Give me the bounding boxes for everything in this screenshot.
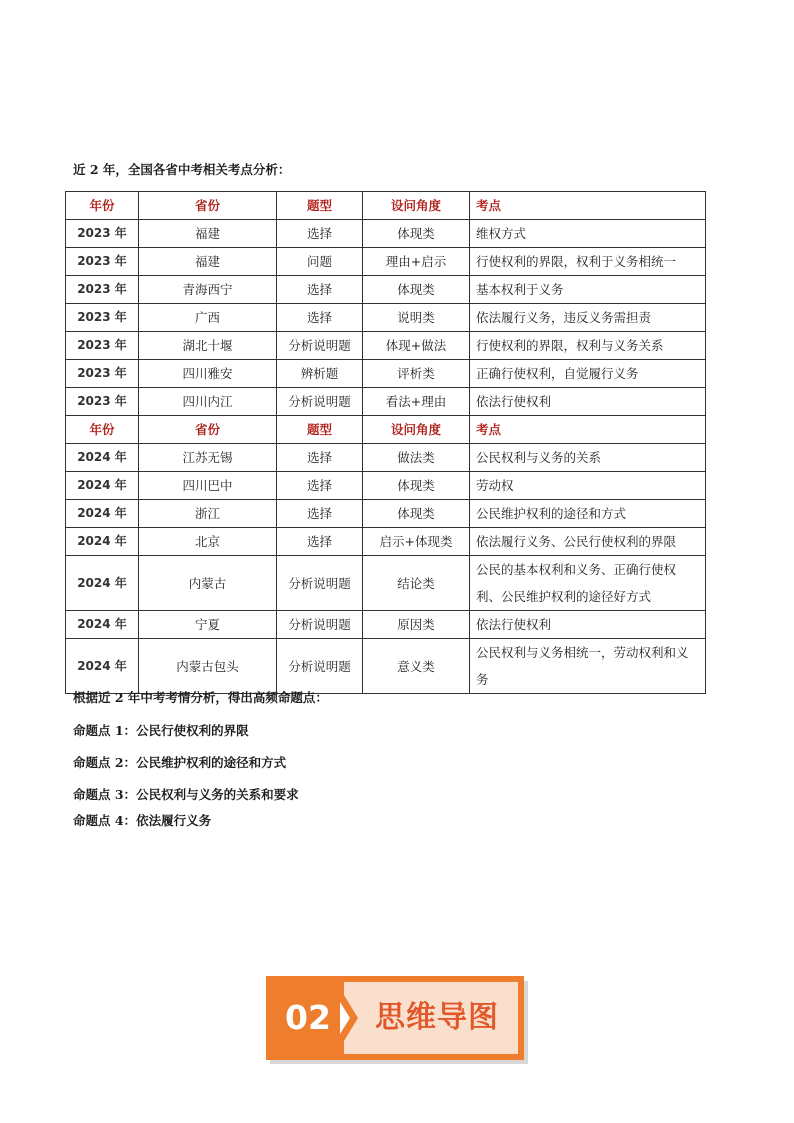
table-row: [66, 472, 706, 500]
table-header-cell: 设问角度: [363, 192, 470, 220]
table-cell: 福建: [139, 248, 277, 276]
chevron-inner-icon: [340, 1002, 350, 1034]
table-cell: 四川内江: [139, 388, 277, 416]
table-cell: 2024 年: [66, 639, 139, 694]
table-cell: 体现类: [363, 220, 470, 248]
table-row: [66, 528, 706, 556]
point-1-label: 命题点 1：: [73, 723, 137, 738]
table-row: [66, 360, 706, 388]
point-2-label: 命题点 2：: [73, 755, 137, 770]
table-cell: 维权方式: [470, 220, 706, 248]
point-2: [73, 753, 286, 771]
table-cell: 公民的基本权利和义务、正确行使权利、公民维护权利的途径好方式: [470, 556, 706, 611]
table-cell: 公民维护权利的途径和方式: [470, 500, 706, 528]
point-1: [73, 721, 249, 739]
table-cell: 问题: [277, 248, 363, 276]
table-cell: 选择: [277, 220, 363, 248]
table-row: [66, 276, 706, 304]
table-cell: 看法+理由: [363, 388, 470, 416]
table-cell: 选择: [277, 304, 363, 332]
table-cell: 辨析题: [277, 360, 363, 388]
table-cell: 做法类: [363, 444, 470, 472]
table-cell: 浙江: [139, 500, 277, 528]
table-cell: 正确行使权利，自觉履行义务: [470, 360, 706, 388]
point-3-text: 公民权利与义务的关系和要求: [136, 787, 299, 802]
banner-title: 思维导图: [375, 1000, 499, 1035]
point-4-text: 依法履行义务: [136, 813, 212, 828]
table-header-row: [66, 416, 706, 444]
table-cell: 基本权利于义务: [470, 276, 706, 304]
table-row: [66, 444, 706, 472]
table-cell: 劳动权: [470, 472, 706, 500]
table-cell: 公民权利与义务的关系: [470, 444, 706, 472]
table-header-cell: 年份: [66, 192, 139, 220]
table-cell: 2024 年: [66, 444, 139, 472]
table-row: [66, 220, 706, 248]
table-cell: 体现类: [363, 500, 470, 528]
table-header-cell: 设问角度: [363, 416, 470, 444]
table-cell: 选择: [277, 276, 363, 304]
point-4-label: 命题点 4：: [73, 813, 137, 828]
table-cell: 分析说明题: [277, 556, 363, 611]
table-header-cell: 考点: [470, 192, 706, 220]
table-cell: 2023 年: [66, 220, 139, 248]
table-cell: 依法履行义务、公民行使权利的界限: [470, 528, 706, 556]
table-cell: 分析说明题: [277, 332, 363, 360]
table-cell: 启示+体现类: [363, 528, 470, 556]
table-cell: 北京: [139, 528, 277, 556]
table-cell: 分析说明题: [277, 611, 363, 639]
table-row: [66, 248, 706, 276]
banner-number: 02: [272, 982, 344, 1054]
table-row: [66, 556, 706, 611]
table-row: [66, 500, 706, 528]
point-1-text: 公民行使权利的界限: [136, 723, 249, 738]
table-header-cell: 省份: [139, 416, 277, 444]
table-cell: 2024 年: [66, 500, 139, 528]
table-cell: 2024 年: [66, 611, 139, 639]
table-row: [66, 304, 706, 332]
table-row: [66, 639, 706, 694]
table-cell: 内蒙古包头: [139, 639, 277, 694]
intro-text: 近 2 年，全国各省中考相关考点分析：: [73, 162, 291, 177]
exam-analysis-table: [65, 191, 706, 694]
table-cell: 公民权利与义务相统一，劳动权利和义务: [470, 639, 706, 694]
table-cell: 青海西宁: [139, 276, 277, 304]
table-cell: 选择: [277, 528, 363, 556]
table-cell: 选择: [277, 500, 363, 528]
table-cell: 2023 年: [66, 360, 139, 388]
table-cell: 2024 年: [66, 472, 139, 500]
table-header-cell: 考点: [470, 416, 706, 444]
table-header-row: [66, 192, 706, 220]
table-cell: 四川雅安: [139, 360, 277, 388]
table-cell: 湖北十堰: [139, 332, 277, 360]
table-cell: 2023 年: [66, 332, 139, 360]
table-cell: 行使权利的界限，权利与义务关系: [470, 332, 706, 360]
point-4: [73, 811, 211, 829]
table-cell: 2023 年: [66, 248, 139, 276]
table-cell: 理由+启示: [363, 248, 470, 276]
table-cell: 依法行使权利: [470, 611, 706, 639]
table-cell: 四川巴中: [139, 472, 277, 500]
table-header-cell: 年份: [66, 416, 139, 444]
table-cell: 体现类: [363, 472, 470, 500]
table-cell: 评析类: [363, 360, 470, 388]
table-cell: 2024 年: [66, 556, 139, 611]
table-cell: 福建: [139, 220, 277, 248]
table-cell: 说明类: [363, 304, 470, 332]
table-cell: 行使权利的界限，权利于义务相统一: [470, 248, 706, 276]
table-cell: 广西: [139, 304, 277, 332]
table-cell: 分析说明题: [277, 639, 363, 694]
table-cell: 江苏无锡: [139, 444, 277, 472]
table-cell: 2024 年: [66, 528, 139, 556]
table-cell: 意义类: [363, 639, 470, 694]
point-2-text: 公民维护权利的途径和方式: [136, 755, 287, 770]
table-cell: 选择: [277, 444, 363, 472]
table-cell: 体现+做法: [363, 332, 470, 360]
table-cell: 依法履行义务，违反义务需担责: [470, 304, 706, 332]
table-header-cell: 省份: [139, 192, 277, 220]
table-cell: 宁夏: [139, 611, 277, 639]
table-cell: 体现类: [363, 276, 470, 304]
analysis-intro: 根据近 2 年中考考情分析，得出高频命题点：: [73, 690, 328, 705]
table-row: [66, 332, 706, 360]
table-header-cell: 题型: [277, 416, 363, 444]
table-cell: 原因类: [363, 611, 470, 639]
table-cell: 内蒙古: [139, 556, 277, 611]
point-3-label: 命题点 3：: [73, 787, 137, 802]
table-row: [66, 611, 706, 639]
table-row: [66, 388, 706, 416]
table-cell: 2023 年: [66, 304, 139, 332]
section-banner: [266, 976, 528, 1064]
table-cell: 依法行使权利: [470, 388, 706, 416]
table-cell: 2023 年: [66, 388, 139, 416]
table-cell: 2023 年: [66, 276, 139, 304]
table-cell: 结论类: [363, 556, 470, 611]
table-header-cell: 题型: [277, 192, 363, 220]
table-cell: 分析说明题: [277, 388, 363, 416]
point-3: [73, 785, 299, 803]
table-cell: 选择: [277, 472, 363, 500]
